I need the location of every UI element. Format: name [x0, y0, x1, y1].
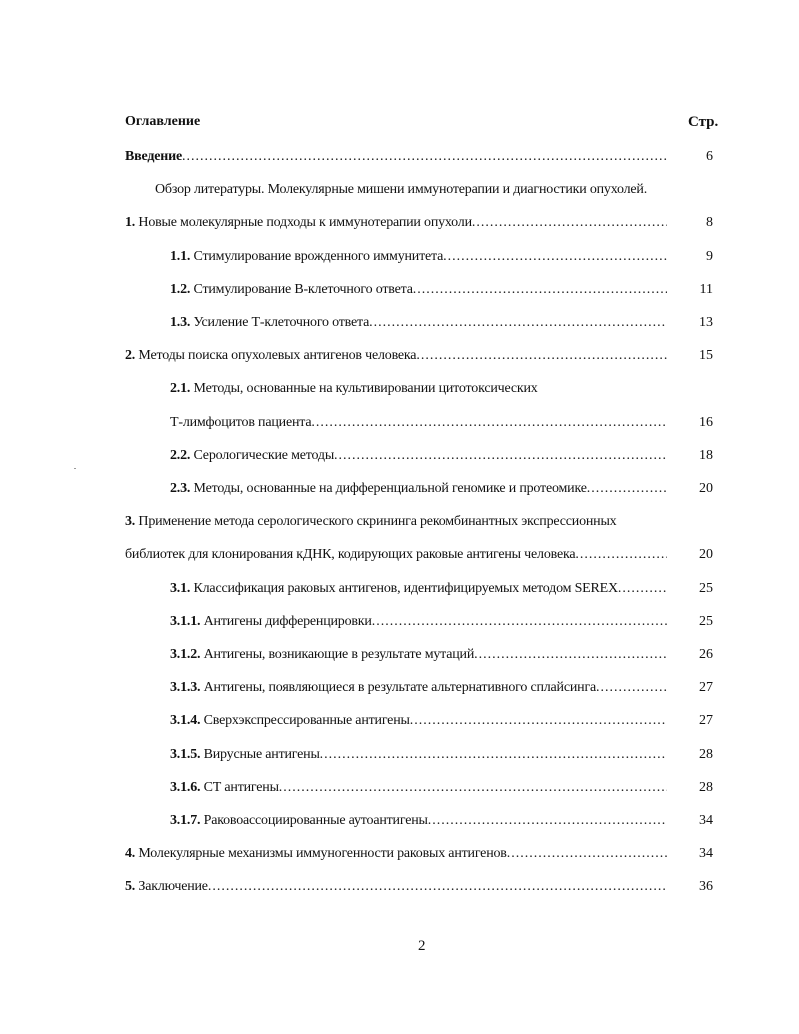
- leader-dots: [472, 213, 667, 233]
- toc-entry: [170, 745, 713, 765]
- toc-entry-title: [170, 413, 311, 433]
- toc-entry-text: Молекулярные механизмы иммуногенности раковых антигенов: [135, 846, 507, 862]
- toc-entry: [170, 711, 713, 731]
- toc-entry: [170, 280, 713, 300]
- toc-entry-title: [125, 877, 208, 897]
- leader-dots: [413, 280, 667, 300]
- toc-entry-text: Усиление Т-клеточного ответа: [190, 315, 370, 330]
- leader-dots: [320, 745, 667, 765]
- toc-entry: [170, 778, 713, 798]
- toc-entry-text: Сверхэкспрессированные антигены: [200, 713, 410, 729]
- toc-entry-number: 1.: [125, 215, 136, 231]
- toc-entry-number: 2.: [125, 348, 136, 364]
- leader-dots: [428, 811, 667, 831]
- toc-entry-title: [125, 545, 575, 565]
- toc-entry-number: 2.1.: [170, 381, 191, 397]
- toc-entry-title: [155, 180, 647, 200]
- toc-entry: [125, 844, 713, 864]
- toc-entry-page: 34: [699, 813, 713, 828]
- leader-dots: [279, 778, 667, 798]
- toc-entry-number: 3.1.3.: [170, 680, 201, 696]
- toc-entry: [125, 213, 713, 233]
- toc-entry-number: 3.: [125, 514, 136, 530]
- leader-dots: [474, 645, 667, 665]
- toc-entry-number: 3.1.1.: [170, 613, 201, 629]
- toc-entry-text: Т-лимфоцитов пациента: [170, 414, 312, 430]
- toc-entry-text: библиотек для клонирования кДНК, кодирующих раковые антигены человека: [125, 547, 576, 563]
- toc-entry-text: Заключение: [135, 879, 208, 895]
- leader-dots: [416, 346, 667, 366]
- toc-entry-page: 9: [706, 248, 713, 264]
- toc-entry-number: 3.1.: [170, 580, 191, 596]
- toc-entry: [125, 346, 713, 366]
- toc-entry-page: 34: [699, 846, 713, 862]
- toc-entry-title: [170, 247, 443, 267]
- toc-entry-page: 28: [699, 779, 713, 795]
- toc-entry: [125, 147, 713, 167]
- toc-entry: [125, 545, 713, 565]
- toc-entry-text: Антигены, возникающие в результате мутаций: [200, 647, 475, 662]
- toc-entry-number: 1.2.: [170, 281, 191, 297]
- toc-entry-page: 25: [699, 613, 713, 629]
- toc-entry-text: Методы, основанные на дифференциальной геномике и протеомике: [190, 481, 587, 496]
- toc-entry-page: 11: [699, 281, 713, 297]
- leader-dots: [587, 479, 667, 499]
- toc-entry: [170, 579, 713, 599]
- toc-entry: [170, 413, 713, 433]
- toc-entry-page: 6: [706, 149, 713, 164]
- toc-entry-title: [170, 579, 618, 599]
- toc-entry-title: [125, 844, 507, 864]
- leader-dots: [410, 711, 667, 731]
- toc-entry-number: 3.1.7.: [170, 813, 201, 828]
- toc-entry-page: 18: [699, 447, 713, 463]
- toc-entry-page: 27: [699, 713, 713, 729]
- toc-heading: Оглавление: [125, 114, 201, 129]
- toc-entry-title: [170, 379, 538, 399]
- toc-entry: [125, 512, 713, 532]
- scan-speck: [74, 468, 76, 469]
- leader-dots: [575, 545, 667, 565]
- page-column-label: Стр.: [688, 114, 719, 130]
- toc-entry-number: 2.3.: [170, 481, 191, 496]
- toc-entry-title: [125, 512, 616, 532]
- toc-entry-title: [170, 745, 320, 765]
- toc-entry-text: Методы поиска опухолевых антигенов человека: [135, 348, 417, 364]
- toc-entry-text: Стимулирование В-клеточного ответа: [190, 281, 413, 297]
- toc-entry-page: 36: [699, 879, 713, 895]
- page-number: 2: [418, 938, 426, 954]
- toc-entry: [170, 247, 713, 267]
- leader-dots: [311, 413, 667, 433]
- toc-entry-number: 4.: [125, 846, 136, 862]
- toc-entry-text: Антигены, появляющиеся в результате альтернативного сплайсинга: [200, 680, 596, 696]
- toc-entry-title: [170, 479, 587, 499]
- toc-entry-title: [125, 147, 182, 167]
- toc-entry-title: [170, 778, 279, 798]
- toc-entry-page: 20: [699, 481, 713, 496]
- toc-entry-page: 25: [699, 580, 713, 596]
- toc-entry-number: 3.1.6.: [170, 779, 201, 795]
- toc-entry-number: 1.1.: [170, 248, 191, 264]
- toc-entry-text: Раковоассоциированные аутоантигены: [200, 813, 428, 828]
- toc-entry-number: 5.: [125, 879, 136, 895]
- toc-entry-text: Обзор литературы. Молекулярные мишени иммунотерапии и диагностики опухолей.: [155, 182, 648, 198]
- leader-dots: [618, 579, 667, 599]
- leader-dots: [334, 446, 667, 466]
- toc-entry-text: Введение: [125, 149, 182, 164]
- toc-entry-title: [170, 811, 428, 831]
- toc-entry-number: 3.1.5.: [170, 746, 201, 762]
- toc-entry-number: 2.2.: [170, 447, 191, 463]
- toc-entry-text: Методы, основанные на культивировании цитотоксических: [190, 381, 538, 397]
- toc-entry: [170, 645, 713, 665]
- toc-entry-title: [125, 346, 416, 366]
- leader-dots: [208, 877, 667, 897]
- toc-entry-text: Вирусные антигены: [200, 746, 320, 762]
- leader-dots: [369, 313, 667, 333]
- leader-dots: [372, 612, 667, 632]
- toc-entry: [170, 446, 713, 466]
- toc-entry-title: [125, 213, 472, 233]
- toc-entry: [170, 479, 713, 499]
- leader-dots: [507, 844, 667, 864]
- toc-entry-title: [170, 313, 369, 333]
- toc-entry: [125, 877, 713, 897]
- toc-entry-text: Серологические методы: [190, 447, 335, 463]
- toc-entry-text: Применение метода серологического скрининга рекомбинантных экспрессионных: [135, 514, 617, 530]
- toc-entry-page: 13: [699, 315, 713, 330]
- toc-entry-page: 15: [699, 348, 713, 364]
- leader-dots: [182, 147, 667, 167]
- toc-entry-text: Классификация раковых антигенов, идентифицируемых методом SEREX: [190, 580, 618, 596]
- leader-dots: [596, 678, 667, 698]
- toc-entry-title: [170, 446, 334, 466]
- toc-entry-page: 20: [699, 547, 713, 563]
- toc-entry: [170, 678, 713, 698]
- toc-entry-title: [170, 678, 596, 698]
- toc-entry: [155, 180, 743, 200]
- toc-entry-page: 27: [699, 680, 713, 696]
- toc-entry: [170, 313, 713, 333]
- toc-entry-page: 16: [699, 414, 713, 430]
- toc-entry-text: Новые молекулярные подходы к иммунотерапии опухоли: [135, 215, 472, 231]
- toc-entry-title: [170, 280, 413, 300]
- toc-entry-number: 1.3.: [170, 315, 191, 330]
- toc-entry-page: 26: [699, 647, 713, 662]
- toc-entry-number: 3.1.4.: [170, 713, 201, 729]
- toc-entry-number: 3.1.2.: [170, 647, 201, 662]
- toc-entry-page: 28: [699, 746, 713, 762]
- toc-entry-text: СТ антигены: [200, 779, 279, 795]
- toc-entry-text: Антигены дифференцировки: [200, 613, 372, 629]
- toc-entry-title: [170, 645, 474, 665]
- toc-entry-page: 8: [706, 215, 713, 231]
- leader-dots: [443, 247, 667, 267]
- toc-entry-title: [170, 612, 372, 632]
- toc-entry-text: Стимулирование врожденного иммунитета: [190, 248, 444, 264]
- toc-entry: [170, 612, 713, 632]
- toc-entry: [170, 379, 713, 399]
- toc-entry: [170, 811, 713, 831]
- toc-entry-title: [170, 711, 410, 731]
